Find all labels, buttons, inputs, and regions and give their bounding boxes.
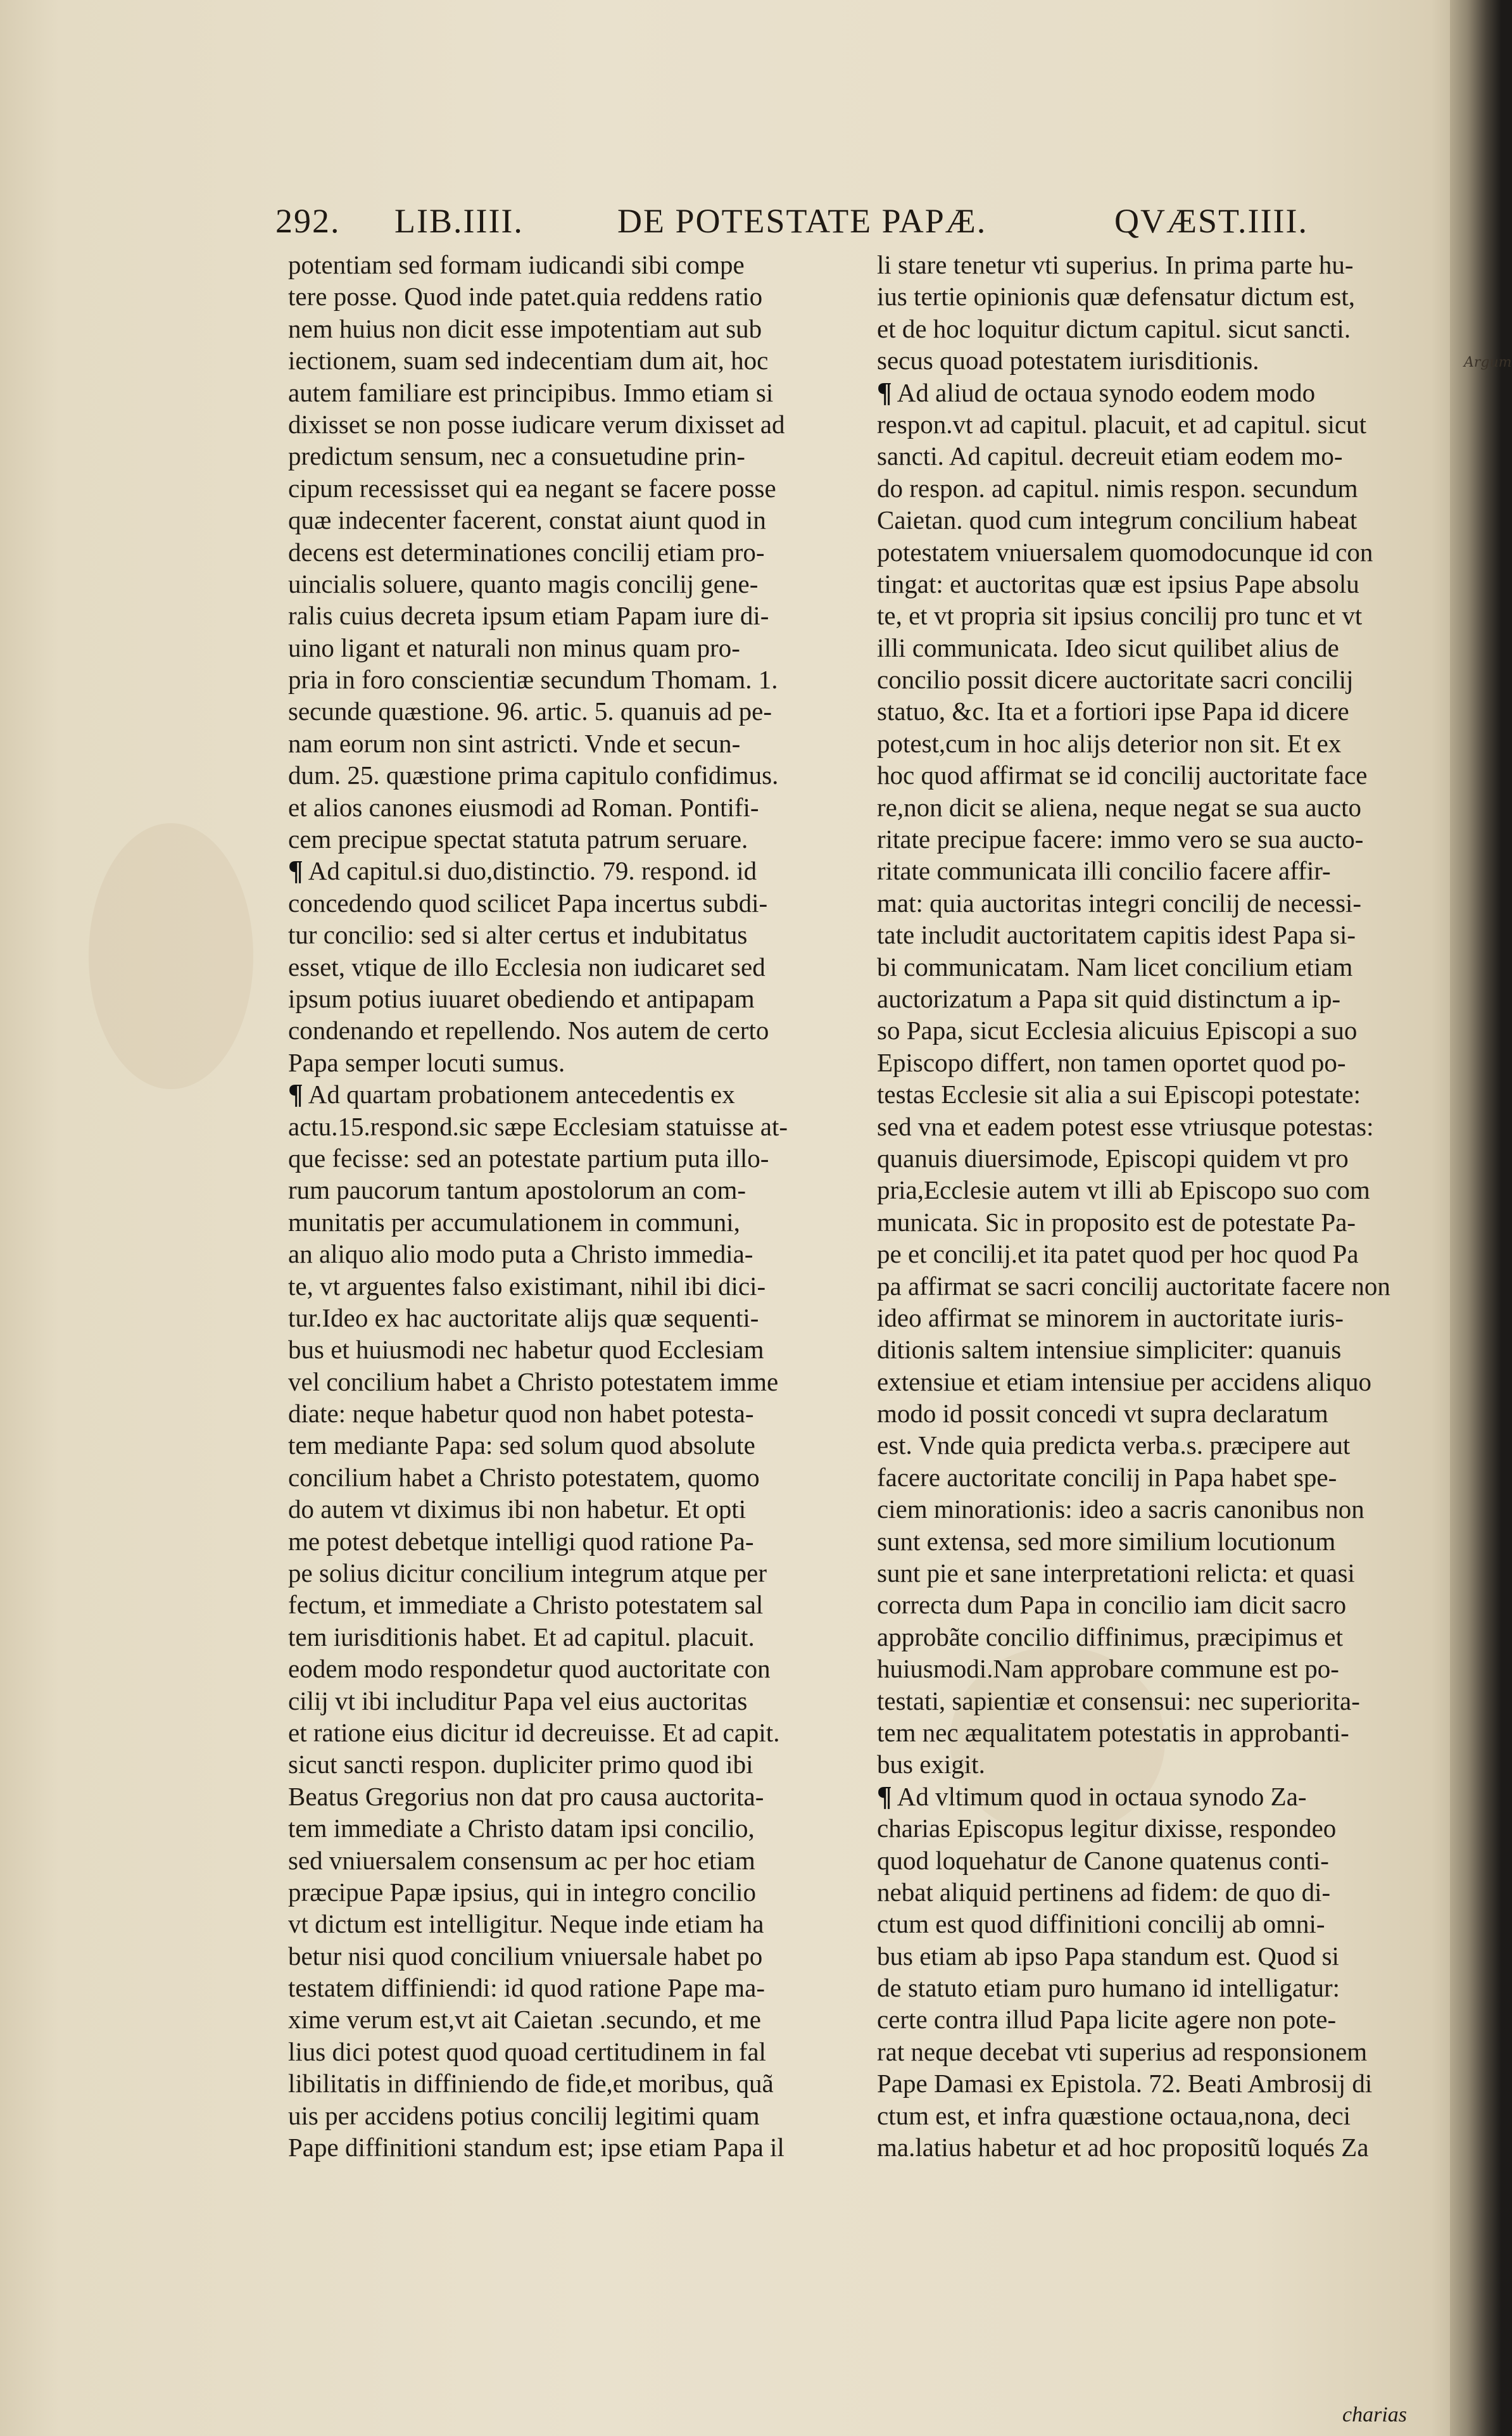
text-line: ma.latius habetur et ad hoc propositũ loqués Za xyxy=(877,2133,1369,2162)
text-line: Pape Damasi ex Epistola. 72. Beati Ambrosij di xyxy=(877,2069,1373,2098)
text-line: vt dictum est intelligitur. Neque inde etiam ha xyxy=(288,1909,764,1939)
text-line: predictum sensum, nec a consuetudine prin- xyxy=(288,441,745,471)
text-line: et alios canones eiusmodi ad Roman. Pontifi- xyxy=(288,792,759,822)
text-line: rum paucorum tantum apostolorum an com- xyxy=(288,1175,747,1205)
text-line: que fecisse: sed an potestate partium puta illo- xyxy=(288,1143,769,1173)
facing-page-margin-note: Argum xyxy=(1464,355,1512,370)
text-line: actu.15.respond.sic sæpe Ecclesiam statuisse at- xyxy=(288,1111,788,1141)
text-line: an aliquo alio modo puta a Christo immedia- xyxy=(288,1239,753,1269)
text-line: li stare tenetur vti superius. In prima parte hu- xyxy=(877,250,1354,279)
quaestio-number: QVÆST.IIII. xyxy=(1114,202,1308,240)
text-line: ctum est, et infra quæstione octaua,nona, deci xyxy=(877,2100,1351,2130)
text-line: secunde quæstione. 96. artic. 5. quanuis ad pe- xyxy=(288,697,772,726)
text-line: dixisset se non posse iudicare verum dixisset ad xyxy=(288,409,785,439)
text-line: bi communicatam. Nam licet concilium etiam xyxy=(877,952,1353,981)
text-line: tem immediate a Christo datam ipsi concilio, xyxy=(288,1814,755,1843)
text-line: do respon. ad capitul. nimis respon. secundum xyxy=(877,473,1358,503)
text-line: fectum, et immediate a Christo potestatem sal xyxy=(288,1590,764,1620)
text-line: certe contra illud Papa licite agere non pote- xyxy=(877,2005,1337,2035)
text-line: te, vt arguentes falso existimant, nihil ibi dici- xyxy=(288,1271,766,1301)
text-line: sed vna et eadem potest esse vtriusque potestas: xyxy=(877,1111,1374,1141)
text-line: ¶ Ad capitul.si duo,distinctio. 79. respond. id xyxy=(288,855,757,887)
text-line: approbãte concilio diffinimus, præcipimus et xyxy=(877,1622,1343,1651)
pilcrow-icon: ¶ xyxy=(288,855,303,887)
text-line: tate includit auctoritatem capitis idest Papa si- xyxy=(877,920,1356,950)
pilcrow-icon: ¶ xyxy=(288,1078,303,1110)
text-line: municata. Sic in proposito est de potestate Pa- xyxy=(877,1207,1356,1237)
text-line: est. Vnde quia predicta verba.s. præcipere aut xyxy=(877,1430,1351,1460)
text-line: ideo affirmat se minorem in auctoritate iuris- xyxy=(877,1303,1344,1332)
text-line: Caietan. quod cum integrum concilium habeat xyxy=(877,505,1358,535)
pilcrow-icon: ¶ xyxy=(877,376,892,408)
text-line: ¶ Ad vltimum quod in octaua synodo Za- xyxy=(877,1780,1307,1812)
text-line: extensiue et etiam intensiue per accidens aliquo xyxy=(877,1366,1371,1396)
text-line: sunt pie et sane interpretationi relicta: et quasi xyxy=(877,1558,1355,1588)
text-line: esset, vtique de illo Ecclesia non iudicaret sed xyxy=(288,952,765,981)
text-line: ¶ Ad quartam probationem antecedentis ex xyxy=(288,1078,735,1110)
text-line: ralis cuius decreta ipsum etiam Papam iure di- xyxy=(288,601,769,631)
text-line: testas Ecclesie sit alia a sui Episcopi potestate: xyxy=(877,1080,1361,1109)
text-line: lius dici potest quod quoad certitudinem in fal xyxy=(288,2036,766,2066)
text-line: hoc quod affirmat se id concilij auctoritate face xyxy=(877,760,1368,790)
text-line: pria in foro conscientiæ secundum Thomam. 1. xyxy=(288,665,778,695)
right-text-column xyxy=(877,249,1450,2163)
text-line: testatem diffiniendi: id quod ratione Pape ma- xyxy=(288,1973,765,2003)
pilcrow-icon: ¶ xyxy=(877,1780,892,1812)
text-line: potentiam sed formam iudicandi sibi compe xyxy=(288,250,745,279)
text-line: sed vniuersalem consensum ac per hoc etiam xyxy=(288,1845,755,1875)
text-line: huiusmodi.Nam approbare commune est po- xyxy=(877,1654,1339,1684)
text-line: cem precipue spectat statuta patrum seruare. xyxy=(288,824,748,854)
text-line: mat: quia auctoritas integri concilij de necessi- xyxy=(877,888,1362,918)
text-line: quæ indecenter facerent, constat aiunt quod in xyxy=(288,505,766,535)
text-line: Papa semper locuti sumus. xyxy=(288,1047,565,1077)
text-line: tingat: et auctoritas quæ est ipsius Pape absolu xyxy=(877,569,1359,598)
text-line: nam eorum non sint astricti. Vnde et secun- xyxy=(288,728,741,758)
text-line: rat neque decebat vti superius ad responsionem xyxy=(877,2036,1368,2066)
text-line: tere posse. Quod inde patet.quia reddens ratio xyxy=(288,282,763,312)
text-line: ritate communicata illi concilio facere affir- xyxy=(877,856,1331,886)
running-head xyxy=(275,201,1320,246)
text-line: uino ligant et naturali non minus quam pro- xyxy=(288,633,740,662)
text-line: dum. 25. quæstione prima capitulo confidimus. xyxy=(288,760,779,790)
text-line: uis per accidens potius concilij legitimi quam xyxy=(288,2100,760,2130)
text-line: secus quoad potestatem iurisditionis. xyxy=(877,346,1259,375)
text-line: tem nec æqualitatem potestatis in approbanti- xyxy=(877,1717,1349,1747)
text-line: ctum est quod diffinitioni concilij ab omni- xyxy=(877,1909,1325,1939)
text-line: pria,Ecclesie autem vt illi ab Episcopo suo com xyxy=(877,1175,1370,1205)
text-line: concilio possit dicere auctoritate sacri concilij xyxy=(877,665,1354,695)
text-line: sicut sancti respon. dupliciter primo quod ibi xyxy=(288,1750,753,1779)
text-line: tur concilio: sed si alter certus et indubitatus xyxy=(288,920,748,950)
text-line: ditionis saltem intensiue simpliciter: quanuis xyxy=(877,1335,1342,1365)
text-line: Episcopo differt, non tamen oportet quod po- xyxy=(877,1047,1346,1077)
text-line: Beatus Gregorius non dat pro causa auctorita- xyxy=(288,1781,764,1811)
page-title: DE POTESTATE PAPÆ. xyxy=(617,202,987,240)
text-line: ipsum potius iuuaret obediendo et antipapam xyxy=(288,983,755,1013)
text-line: nebat aliquid pertinens ad fidem: de quo di- xyxy=(877,1877,1331,1907)
text-line: tem mediante Papa: sed solum quod absolute xyxy=(288,1430,755,1460)
text-line: ciem minorationis: ideo a sacris canonibus non xyxy=(877,1494,1364,1524)
text-line: autem familiare est principibus. Immo etiam si xyxy=(288,377,774,407)
text-line: præcipue Papæ ipsius, qui in integro concilio xyxy=(288,1877,757,1907)
text-line: libilitatis in diffiniendo de fide,et moribus, quã xyxy=(288,2069,774,2098)
page-number: 292. xyxy=(275,202,341,240)
text-line: pa affirmat se sacri concilij auctoritate facere non xyxy=(877,1271,1390,1301)
text-line: Pape diffinitioni standum est; ipse etiam Papa il xyxy=(288,2133,784,2162)
text-line: ritate precipue facere: immo vero se sua aucto- xyxy=(877,824,1364,854)
text-line: concedendo quod scilicet Papa incertus subdi- xyxy=(288,888,768,918)
text-line: quanuis diuersimode, Episcopi quidem vt pro xyxy=(877,1143,1349,1173)
text-line: vel concilium habet a Christo potestatem imme xyxy=(288,1366,779,1396)
text-line: re,non dicit se aliena, neque negat se sua aucto xyxy=(877,792,1362,822)
text-line: et de hoc loquitur dictum capitul. sicut sancti. xyxy=(877,313,1351,343)
catchword: charias xyxy=(1342,2403,1407,2427)
text-line: iectionem, suam sed indecentiam dum ait, hoc xyxy=(288,346,769,375)
text-line: cilij vt ibi includitur Papa vel eius auctoritas xyxy=(288,1686,748,1715)
text-line: statuo, &c. Ita et a fortiori ipse Papa id dicere xyxy=(877,697,1349,726)
text-line: te, et vt propria sit ipsius concilij pro tunc et vt xyxy=(877,601,1363,631)
text-line: cipum recessisset qui ea negant se facere posse xyxy=(288,473,776,503)
text-line: uincialis soluere, quanto magis concilij gene- xyxy=(288,569,759,598)
text-line: bus exigit. xyxy=(877,1750,985,1779)
text-line: sunt extensa, sed more similium locutionum xyxy=(877,1526,1336,1556)
text-line: munitatis per accumulationem in communi, xyxy=(288,1207,740,1237)
text-line: correcta dum Papa in concilio iam dicit sacro xyxy=(877,1590,1347,1620)
text-line: pe solius dicitur concilium integrum atque per xyxy=(288,1558,767,1588)
text-line: potest,cum in hoc alijs deterior non sit. Et ex xyxy=(877,728,1342,758)
text-line: facere auctoritate concilij in Papa habet spe- xyxy=(877,1462,1337,1492)
text-line: bus et huiusmodi nec habetur quod Ecclesiam xyxy=(288,1335,764,1365)
paper-stain xyxy=(89,823,253,1089)
text-line: quod loquehatur de Canone quatenus conti- xyxy=(877,1845,1329,1875)
text-line: xime verum est,vt ait Caietan .secundo, et me xyxy=(288,2005,761,2035)
text-line: ¶ Ad aliud de octaua synodo eodem modo xyxy=(877,376,1316,408)
text-line: testati, sapientiæ et consensui: nec superiorita- xyxy=(877,1686,1360,1715)
text-line: charias Episcopus legitur dixisse, respondeo xyxy=(877,1814,1337,1843)
text-line: bus etiam ab ipso Papa standum est. Quod si xyxy=(877,1941,1339,1971)
text-line: tem iurisditionis habet. Et ad capitul. placuit. xyxy=(288,1622,755,1651)
text-line: et ratione eius dicitur id decreuisse. Et ad capit. xyxy=(288,1717,780,1747)
text-line: nem huius non dicit esse impotentiam aut sub xyxy=(288,313,762,343)
text-line: de statuto etiam puro humano id intelligatur: xyxy=(877,1973,1340,2003)
text-line: eodem modo respondetur quod auctoritate con xyxy=(288,1654,771,1684)
text-line: concilium habet a Christo potestatem, quomo xyxy=(288,1462,760,1492)
text-line: modo id possit concedi vt supra declaratum xyxy=(877,1399,1328,1429)
text-line: decens est determinationes concilij etiam pro- xyxy=(288,537,765,567)
text-line: respon.vt ad capitul. placuit, et ad capitul. sicut xyxy=(877,409,1367,439)
text-line: betur nisi quod concilium vniuersale habet po xyxy=(288,1941,763,1971)
text-line: condenando et repellendo. Nos autem de certo xyxy=(288,1016,769,1045)
text-line: pe et concilij.et ita patet quod per hoc quod Pa xyxy=(877,1239,1359,1269)
text-line: potestatem vniuersalem quomodocunque id con xyxy=(877,537,1373,567)
text-line: so Papa, sicut Ecclesia alicuius Episcopi a suo xyxy=(877,1016,1358,1045)
book-number: LIB.IIII. xyxy=(394,202,524,240)
text-line: illi communicata. Ideo sicut quilibet alius de xyxy=(877,633,1339,662)
text-line: diate: neque habetur quod non habet potesta- xyxy=(288,1399,754,1429)
text-line: do autem vt diximus ibi non habetur. Et opti xyxy=(288,1494,747,1524)
left-text-column xyxy=(288,249,861,2163)
text-line: auctorizatum a Papa sit quid distinctum a ip- xyxy=(877,983,1341,1013)
text-line: tur.Ideo ex hac auctoritate alijs quæ sequenti- xyxy=(288,1303,759,1332)
text-line: sancti. Ad capitul. decreuit etiam eodem mo- xyxy=(877,441,1343,471)
text-line: me potest debetque intelligi quod ratione Pa- xyxy=(288,1526,754,1556)
text-line: ius tertie opinionis quæ defensatur dictum est, xyxy=(877,282,1355,312)
